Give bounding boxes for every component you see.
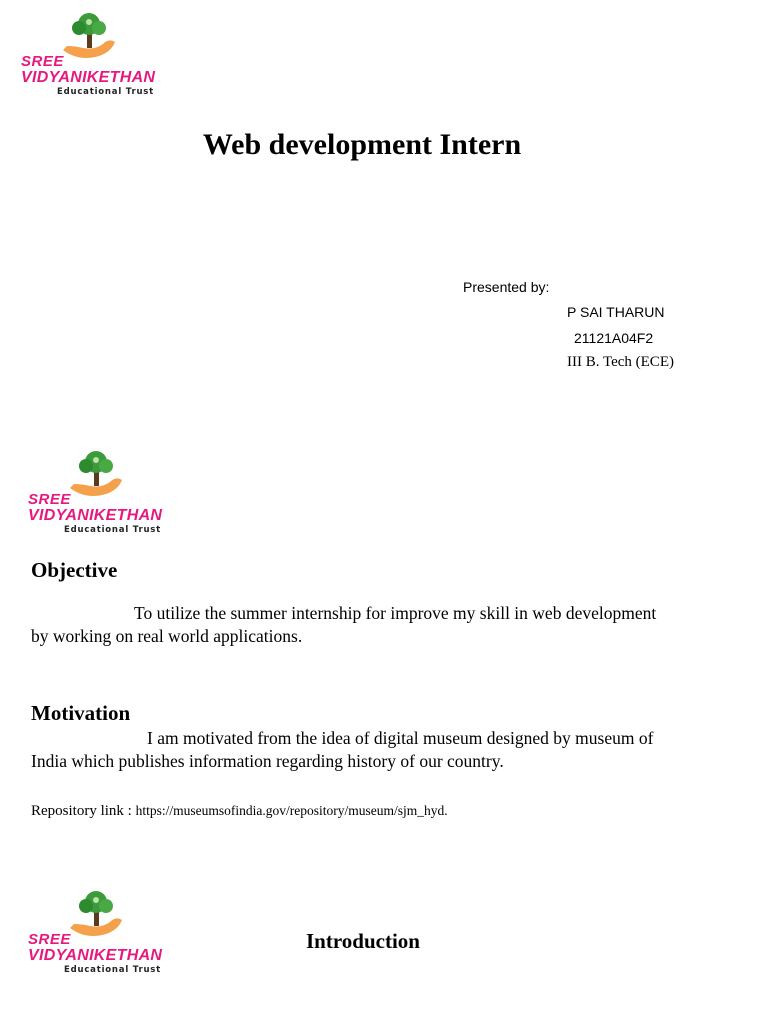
- logo-line2: VIDYANIKETHAN: [28, 507, 163, 524]
- logo-line2: VIDYANIKETHAN: [28, 947, 163, 964]
- repository-row: [31, 803, 448, 820]
- sree-vidyanikethan-logo: [26, 890, 176, 980]
- repository-label: Repository link :: [31, 803, 136, 819]
- objective-line1: To utilize the summer internship for improve my skill in web development: [134, 603, 657, 623]
- logo-line1: SREE: [28, 931, 71, 948]
- sree-vidyanikethan-logo: [19, 12, 169, 102]
- logo-line2: VIDYANIKETHAN: [21, 69, 156, 86]
- motivation-line2: India which publishes information regarding history of our country.: [31, 751, 504, 771]
- presenter-course: III B. Tech (ECE): [567, 354, 674, 370]
- motivation-line1: I am motivated from the idea of digital museum designed by museum of: [147, 728, 654, 748]
- sree-vidyanikethan-logo: [26, 450, 176, 540]
- presented-by-label: Presented by:: [463, 279, 550, 295]
- logo-tagline: Educational Trust: [64, 525, 162, 535]
- introduction-heading: Introduction: [306, 929, 420, 953]
- objective-line2: by working on real world applications.: [31, 626, 303, 646]
- logo-line1: SREE: [21, 53, 64, 70]
- repository-link[interactable]: https://museumsofindia.gov/repository/museum/sjm_hyd.: [135, 803, 448, 818]
- presenter-name: P SAI THARUN: [567, 304, 665, 320]
- logo-line1: SREE: [28, 491, 71, 508]
- page-title: Web development Intern: [202, 128, 522, 161]
- logo-tagline: Educational Trust: [57, 87, 155, 97]
- motivation-heading: Motivation: [31, 701, 131, 725]
- objective-heading: Objective: [31, 558, 118, 582]
- presenter-roll: 21121A04F2: [574, 330, 654, 346]
- logo-tagline: Educational Trust: [64, 965, 162, 975]
